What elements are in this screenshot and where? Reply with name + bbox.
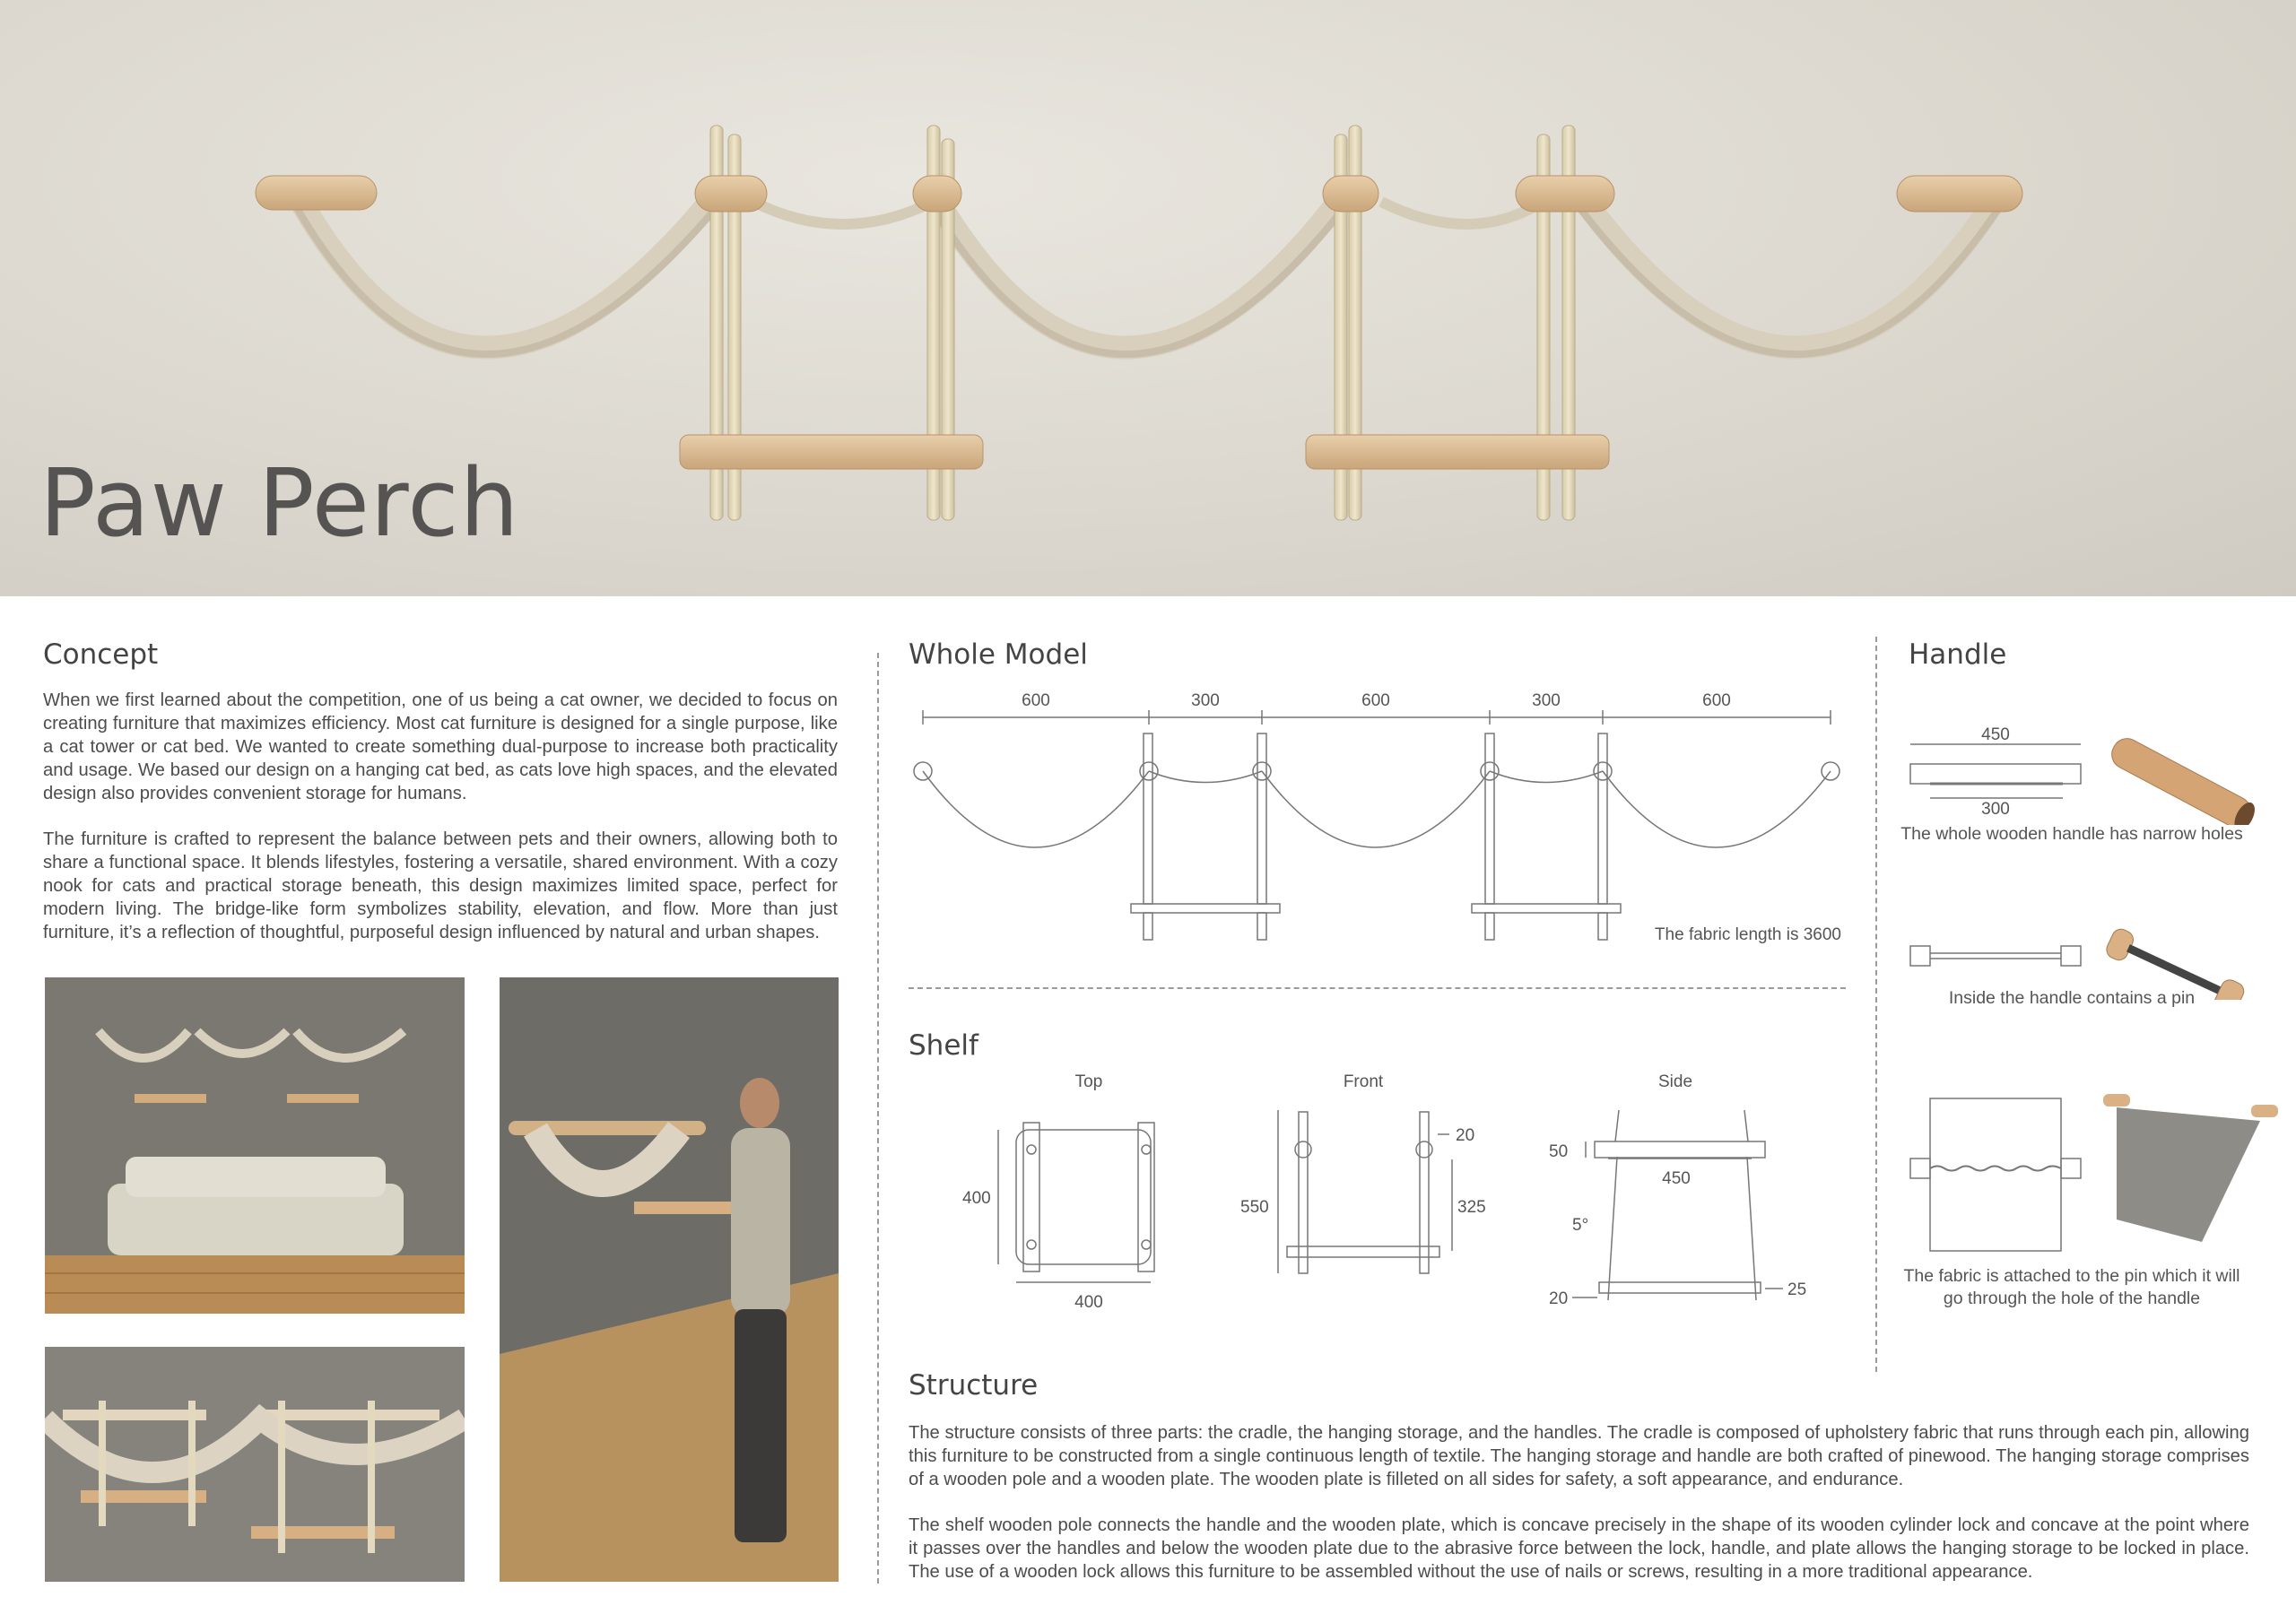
concept-paragraph-1: When we first learned about the competition, one of us being a cat owner, we decided to focus on creating furniture that maximizes efficiency. Most cat furniture is designed for a single purpose, like a cat tower or cat bed. We wanted to create something dual-purpose to increase both practicality and usage. We based our design on a hanging cat bed, as cats love high spaces, and the elevated design also provides convenient storage for humans. <box>43 690 838 803</box>
handle-dim-outer: 450 <box>1981 725 2010 744</box>
shelf-front-total: 550 <box>1240 1198 1269 1217</box>
handle-heading: Handle <box>1909 638 2007 671</box>
hero-render <box>0 0 2296 596</box>
shelf-top-width: 400 <box>1074 1293 1103 1312</box>
shelf-top-label: Top <box>1074 1072 1103 1091</box>
divider-left <box>877 653 879 1584</box>
structure-paragraph-1: The structure consists of three parts: the cradle, the hanging storage, and the handles. The cradle is composed of upholstery fabric that runs through each pin, allowing this furniture to be constructed from a single continuous length of textile. The hanging storage and handle are both crafted of pinewood. The hanging storage comprises of a wooden pole and a wooden plate. The wooden plate is filleted on all sides for safety, a soft appearance, and endurance. <box>909 1423 2249 1489</box>
fabric-length-note: The fabric length is 3600 <box>1654 925 1841 944</box>
concept-heading: Concept <box>43 638 159 671</box>
page-title: Paw Perch <box>39 448 520 558</box>
shelf-side-height: 50 <box>1549 1142 1569 1161</box>
handle-caption-2: Inside the handle contains a pin <box>1948 988 2196 1008</box>
photo-man-with-shelf <box>500 977 839 1582</box>
shelf-front-lower: 325 <box>1457 1198 1486 1217</box>
dim-600-c: 600 <box>1702 691 1731 710</box>
whole-model-drawing <box>909 681 1864 950</box>
concept-paragraph-2: The furniture is crafted to represent the balance between pets and their owners, allowing both to share a functional space. It blends lifestyles, fostering a versatile, shared environment. With a cozy nook for cats and practical storage beneath, this design maximizes limited space, perfect for modern living. The bridge-like form symbolizes stability, elevation, and flow. More than just furniture, it’s a reflection of thoughtful, purposeful design influenced by natural and urban shapes. <box>43 829 838 942</box>
shelf-heading: Shelf <box>909 1029 978 1062</box>
shelf-side-width: 450 <box>1662 1169 1691 1188</box>
shelf-side-angle: 5° <box>1572 1216 1589 1235</box>
shelf-top-height: 400 <box>962 1189 991 1208</box>
handle-fabric-attachment-drawing <box>1901 1085 2278 1264</box>
handle-caption-1: The whole wooden handle has narrow holes <box>1900 824 2243 844</box>
dim-300-b: 300 <box>1532 691 1561 710</box>
shelf-front-top: 20 <box>1456 1126 1475 1145</box>
handle-dimension-drawing <box>1901 717 2278 825</box>
handle-dim-inner: 300 <box>1981 800 2010 819</box>
shelf-drawings <box>909 1067 1859 1336</box>
whole-model-heading: Whole Model <box>909 638 1088 671</box>
shelf-side-bottom-left: 20 <box>1549 1289 1569 1308</box>
handle-caption-3: The fabric is attached to the pin which it will go through the hole of the handle <box>1903 1266 2240 1308</box>
shelf-side-bottom-right: 25 <box>1787 1280 1807 1299</box>
shelf-front-label: Front <box>1343 1072 1384 1091</box>
dim-600-b: 600 <box>1361 691 1390 710</box>
divider-right <box>1875 637 1877 1372</box>
divider-horizontal <box>909 987 1846 989</box>
photo-shelf-closeup <box>45 1347 465 1582</box>
structure-heading: Structure <box>909 1369 1039 1402</box>
dim-300-a: 300 <box>1191 691 1220 710</box>
dim-600-a: 600 <box>1022 691 1050 710</box>
photo-living-room <box>45 977 465 1314</box>
shelf-side-label: Side <box>1657 1072 1693 1091</box>
structure-paragraph-2: The shelf wooden pole connects the handle and the wooden plate, which is concave precisely in the shape of its wooden cylinder lock and concave at the point where it passes over the handles and below the wooden plate due to the abrasive force between the lock, handle, and plate allows the hanging storage to be locked in place. The use of a wooden lock allows this furniture to be assembled without the use of nails or screws, resulting in a more traditional appearance. <box>909 1515 2249 1582</box>
